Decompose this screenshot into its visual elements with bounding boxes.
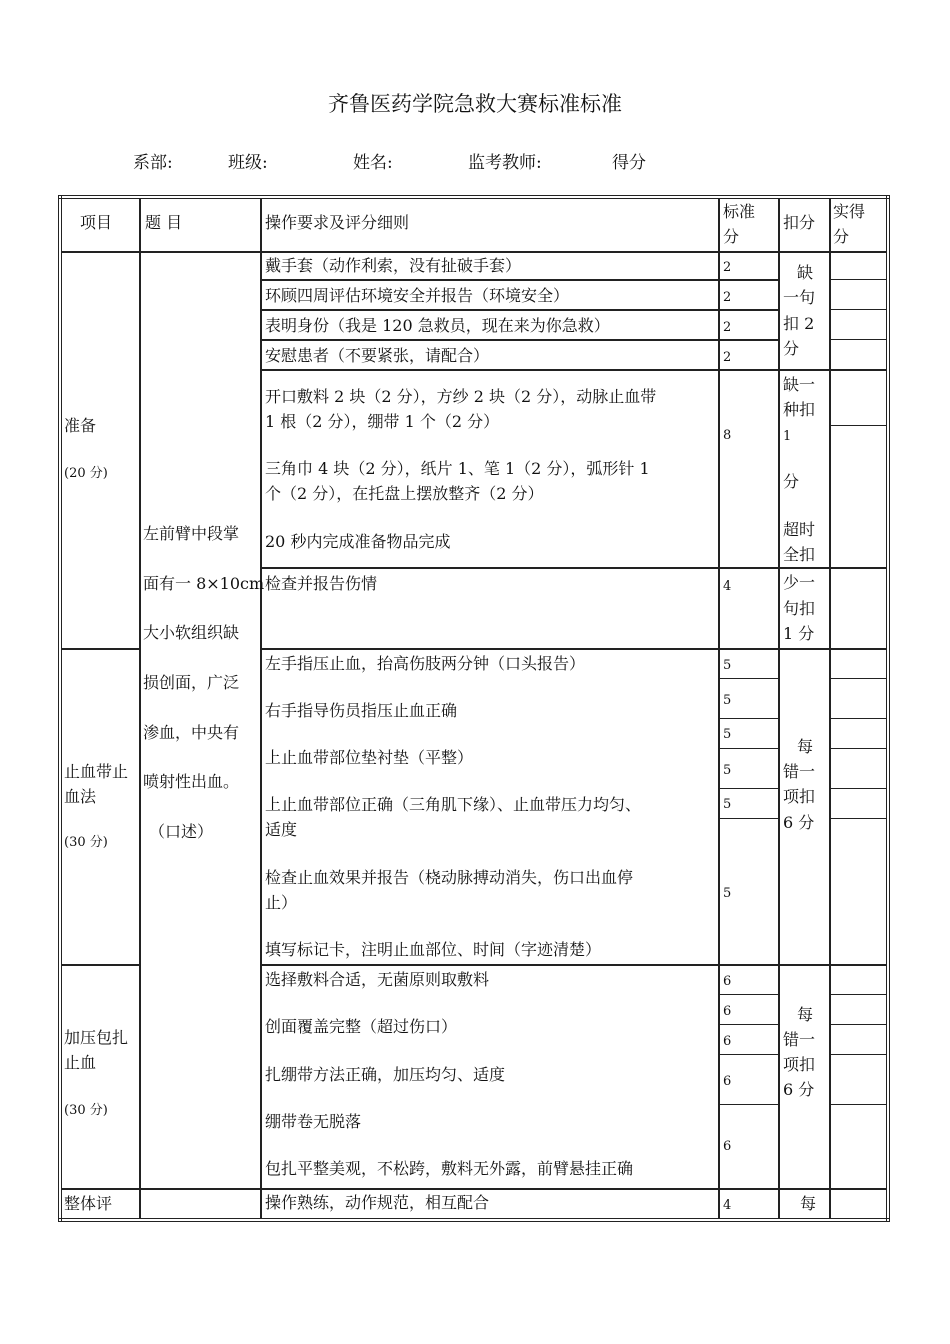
row-text: 戴手套（动作利索，没有扯破手套） [265, 256, 522, 275]
row-score: 2 [723, 350, 732, 365]
row-score: 2 [723, 320, 732, 335]
section-bandage-points: (30 分) [64, 1103, 108, 1118]
row-text: 选择敷料合适，无菌原则取敷料 [265, 970, 490, 989]
header-standard-1: 标准 [723, 202, 756, 221]
deduction-text: 每 [797, 737, 814, 756]
row-score: 5 [723, 693, 732, 708]
row-text: 包扎平整美观，不松跨，敷料无外露，前臂悬挂正确 [265, 1159, 634, 1178]
row-score: 6 [723, 1074, 732, 1089]
deduction-text: 超时 [783, 520, 816, 539]
deduction-text: 项扣 [783, 787, 816, 806]
header-standard-2: 分 [723, 227, 740, 246]
row-text: 检查并报告伤情 [265, 574, 378, 593]
header-actual-1: 实得 [833, 202, 866, 221]
row-score: 5 [723, 727, 732, 742]
row-text: 环顾四周评估环境安全并报告（环境安全） [265, 286, 570, 305]
deduction-text: 分 [783, 472, 800, 491]
row-score: 5 [723, 797, 732, 812]
deduction-text: 句扣 [783, 599, 816, 618]
deduction-text: 全扣 [783, 545, 816, 564]
deduction-text: 一句 [783, 288, 816, 307]
deduction-text: 扣 2 [783, 314, 815, 333]
row-score: 5 [723, 886, 732, 901]
row-score: 6 [723, 1004, 732, 1019]
deduction-text: 分 [783, 339, 800, 358]
deduction-text: 缺一 [783, 375, 816, 394]
deduction-text: 每 [800, 1194, 817, 1213]
row-text: 填写标记卡，注明止血部位、时间（字迹清楚） [265, 940, 602, 959]
deduction-text: 6 分 [783, 813, 815, 832]
deduction-text: 6 分 [783, 1080, 815, 1099]
topic-line-5: 渗血，中央有 [143, 723, 240, 742]
row-text: 操作熟练，动作规范，相互配合 [265, 1193, 490, 1212]
row-text: 开口敷料 2 块（2 分），方纱 2 块（2 分），动脉止血带 [265, 387, 657, 406]
class-label: 班级: [228, 153, 268, 173]
topic-line-4: 损创面，广泛 [143, 673, 240, 692]
deduction-text: 错一 [783, 762, 816, 781]
deduction-text: 每 [797, 1005, 814, 1024]
topic-line-2: 面有一 8×10cm [143, 574, 265, 593]
score-label: 得分 [612, 153, 646, 173]
deduction-text: 种扣 [783, 400, 816, 419]
dept-label: 系部: [133, 153, 173, 173]
row-score: 2 [723, 260, 732, 275]
row-score: 6 [723, 1139, 732, 1154]
section-bandage-name-2: 止血 [64, 1053, 97, 1072]
row-score: 6 [723, 1034, 732, 1049]
deduction-text: 1 [783, 429, 792, 444]
row-text: 检查止血效果并报告（桡动脉搏动消失，伤口出血停 [265, 868, 634, 887]
section-tourniquet-name-2: 血法 [64, 787, 97, 806]
deduction-text: 1 分 [783, 624, 815, 643]
topic-line-1: 左前臂中段掌 [143, 524, 240, 543]
topic-line-6: 喷射性出血。 [143, 772, 240, 791]
row-text: 20 秒内完成准备物品完成 [265, 532, 451, 551]
section-tourniquet-name-1: 止血带止 [64, 762, 129, 781]
row-text: 上止血带部位垫衬垫（平整） [265, 748, 474, 767]
section-prep-name: 准备 [64, 416, 97, 435]
section-tourniquet-points: (30 分) [64, 835, 108, 850]
header-deduction: 扣分 [783, 213, 816, 232]
row-text: 止） [265, 893, 298, 912]
teacher-label: 监考教师: [468, 153, 542, 173]
section-bandage-name-1: 加压包扎 [64, 1028, 129, 1047]
row-score: 5 [723, 658, 732, 673]
row-score: 4 [723, 579, 732, 594]
topic-line-3: 大小软组织缺 [143, 623, 240, 642]
row-text: 表明身份（我是 120 急救员，现在来为你急救） [265, 316, 610, 335]
row-score: 2 [723, 290, 732, 305]
row-text: 右手指导伤员指压止血正确 [265, 701, 458, 720]
row-text: 左手指压止血，抬高伤肢两分钟（口头报告） [265, 654, 586, 673]
section-prep-points: (20 分) [64, 466, 108, 481]
row-text: 扎绷带方法正确，加压均匀、适度 [265, 1065, 506, 1084]
header-item: 项目 [80, 213, 113, 232]
header-actual-2: 分 [833, 227, 850, 246]
row-text: 安慰患者（不要紧张，请配合） [265, 346, 490, 365]
row-text: 绷带卷无脱落 [265, 1112, 362, 1131]
row-score: 4 [723, 1198, 732, 1213]
header-requirements: 操作要求及评分细则 [265, 213, 410, 232]
row-text: 三角巾 4 块（2 分），纸片 1、笔 1（2 分），弧形针 1 [265, 459, 650, 478]
page-title: 齐鲁医药学院急救大赛标准标准 [328, 92, 622, 116]
row-score: 5 [723, 763, 732, 778]
deduction-text: 缺 [797, 263, 814, 282]
row-text: 1 根（2 分），绷带 1 个（2 分） [265, 412, 500, 431]
row-text: 创面覆盖完整（超过伤口） [265, 1017, 458, 1036]
row-score: 8 [723, 428, 732, 443]
deduction-text: 项扣 [783, 1055, 816, 1074]
row-text: 适度 [265, 820, 298, 839]
header-topic: 题 目 [145, 213, 183, 232]
row-text: 上止血带部位正确（三角肌下缘）、止血带压力均匀、 [265, 795, 642, 814]
row-text: 个（2 分），在托盘上摆放整齐（2 分） [265, 484, 544, 503]
deduction-text: 少一 [783, 573, 816, 592]
deduction-text: 错一 [783, 1030, 816, 1049]
row-score: 6 [723, 974, 732, 989]
name-label: 姓名: [353, 153, 393, 173]
topic-line-7: （口述） [149, 822, 214, 841]
section-overall-name: 整体评 [64, 1194, 113, 1213]
